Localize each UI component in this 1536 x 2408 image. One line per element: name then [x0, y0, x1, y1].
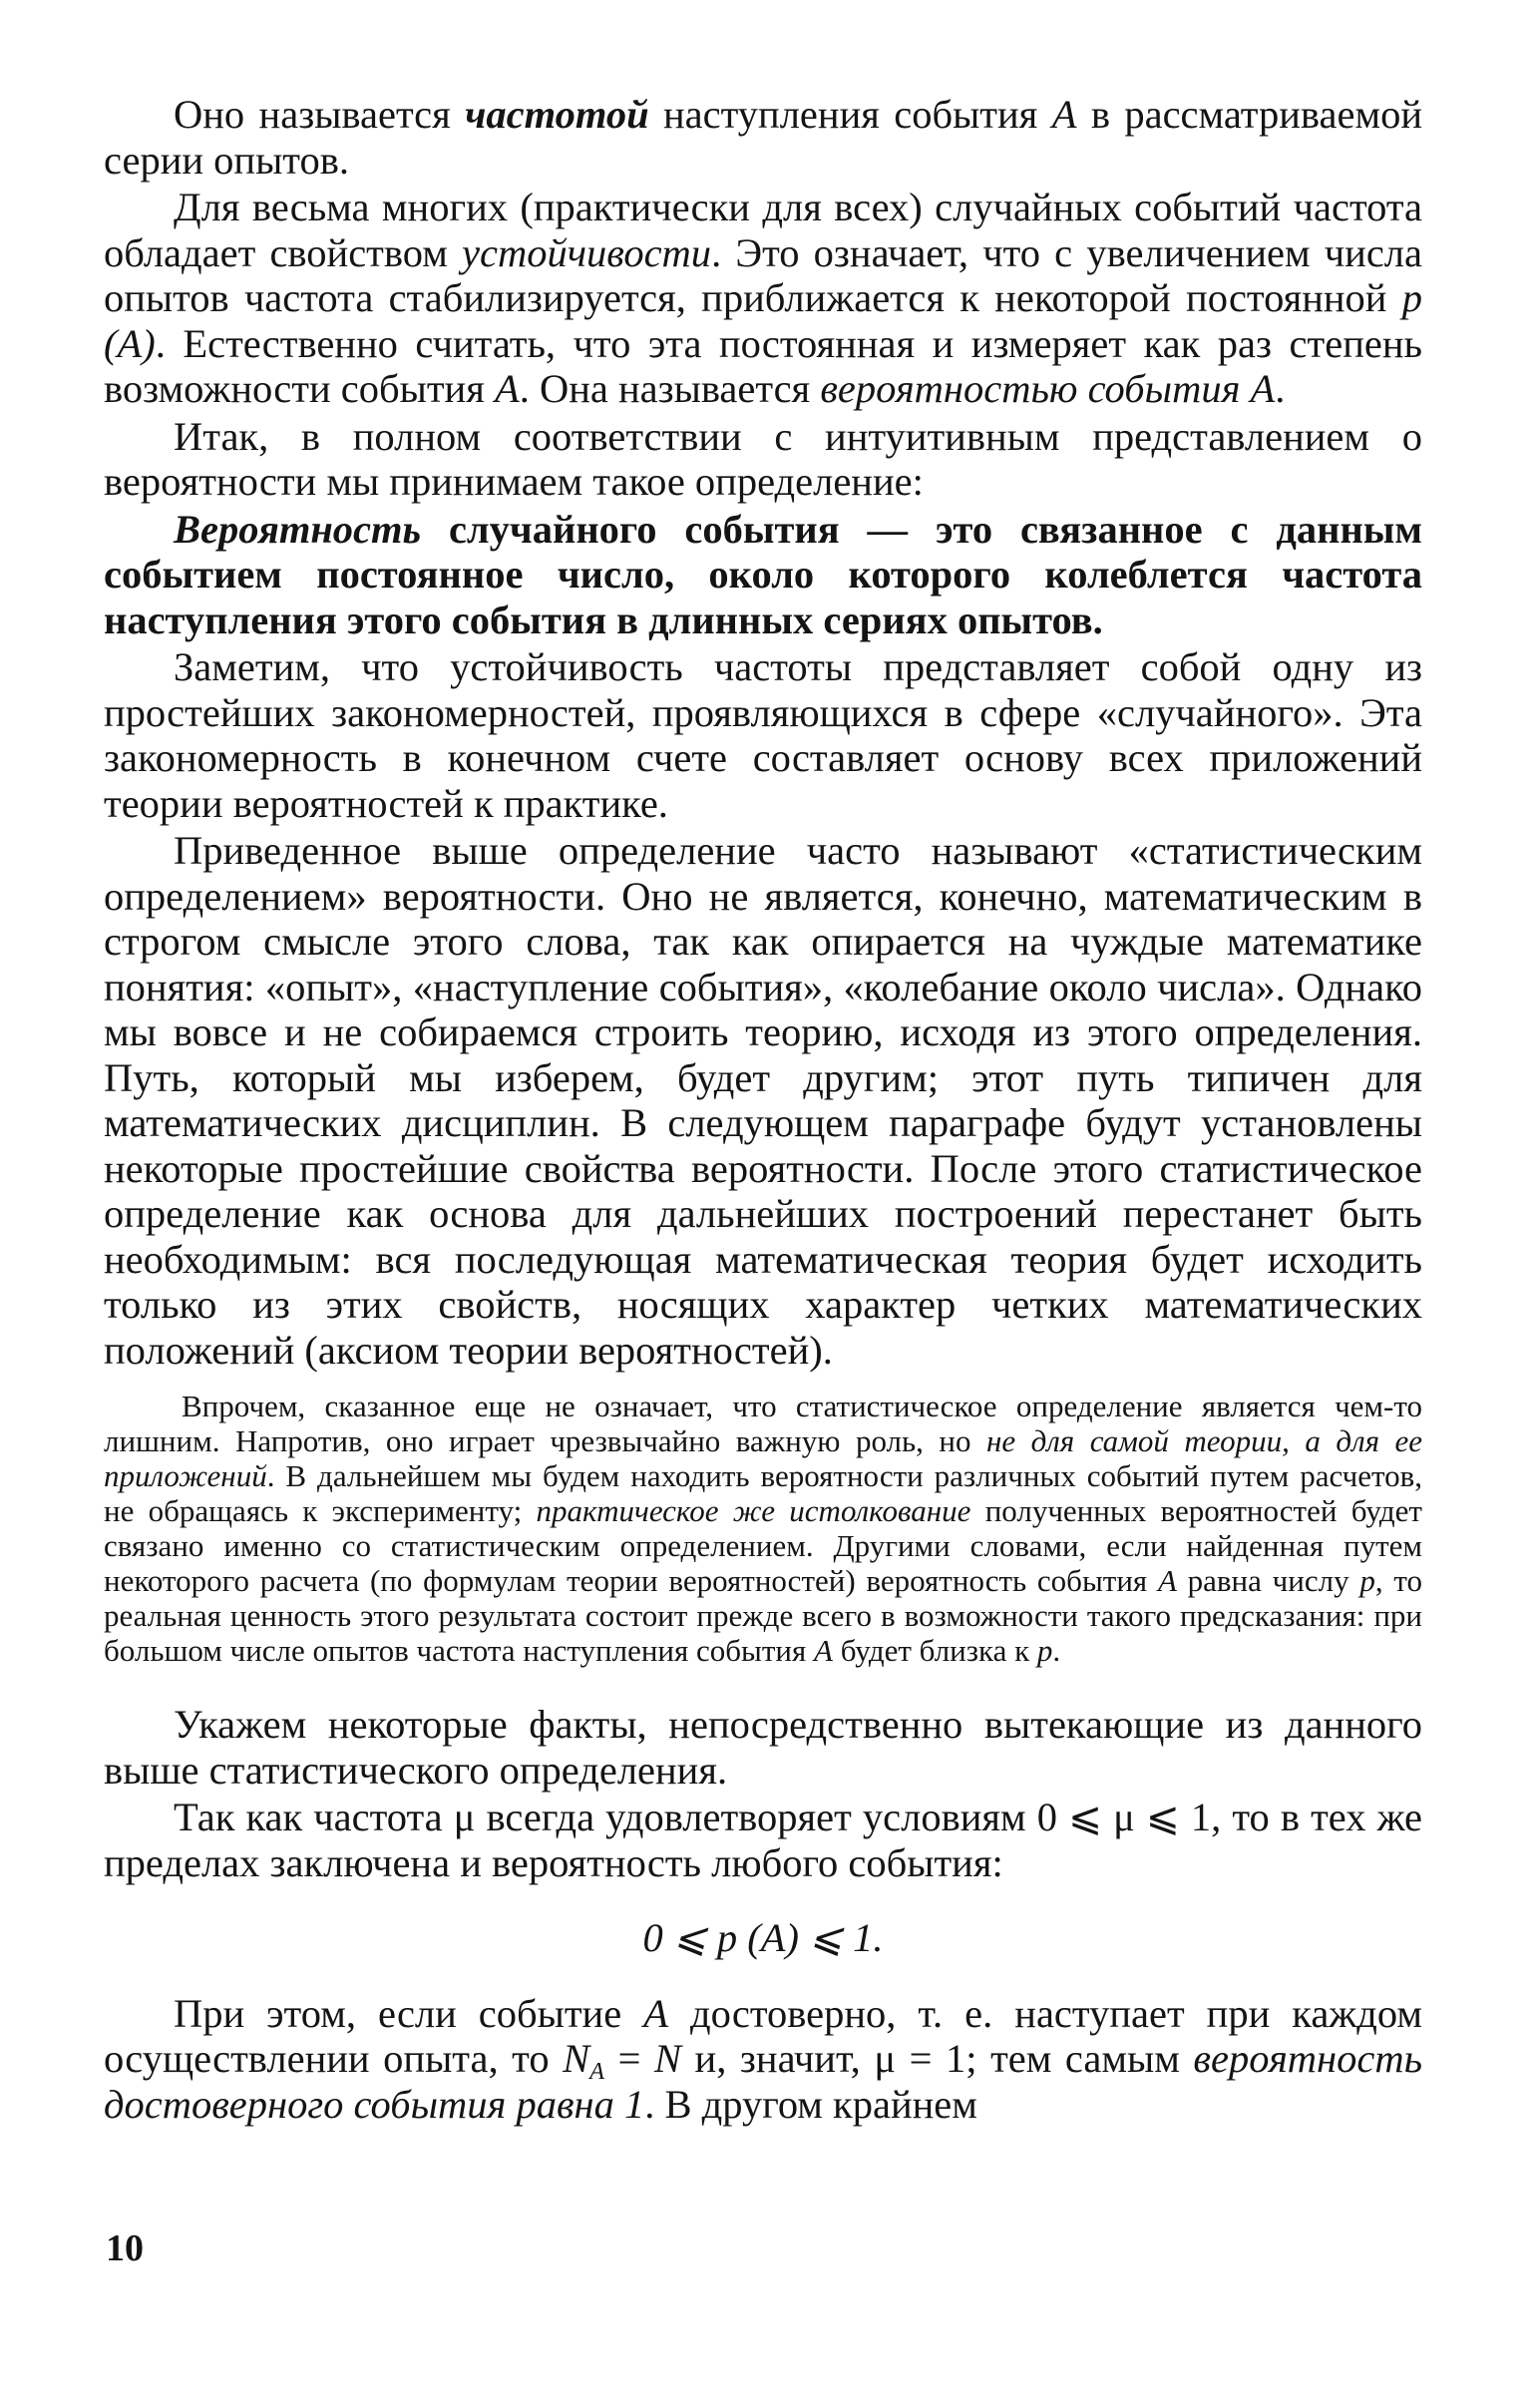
term-probability: Вероятность [174, 506, 422, 552]
formula-probability-bounds: 0 ⩽ p (A) ⩽ 1. [642, 1915, 884, 1960]
paragraph-facts: Укажем некоторые факты, непосредственно вытекающие из данного выше статистического определения. [104, 1702, 1422, 1793]
paragraph-stability: Для весьма многих (практически для всех) случайных событий частота обладает свойством устойчивости. Это означает, что с увеличением числа опытов частота стабилизируется, приближается к некоторой постоянной p (A). Естественно считать, что эта постоянная и измеряет как раз степень возможности события A. Она называется вероятностью события A. [104, 185, 1422, 411]
note-small-print: Впрочем, сказанное еще не означает, что статистическое определение является чем-то лишним. Напротив, оно играет чрезвычайно важную роль, но не для самой теории, а для ее приложений. В дальнейшем мы будем находить вероятности различных событий путем расчетов, не обращаясь к эксперименту; практическое же истолкование полученных вероятностей будет связано именно со статистическим определением. Другими словами, если найденная путем некоторого расчета (по формулам теории вероятностей) вероятность события A равна числу p, то реальная ценность этого результата состоит прежде всего в возможности такого предсказания: при большом числе опытов частота наступления события A будет близка к p. [104, 1389, 1423, 1668]
term-probability-of-event: вероятностью события A [820, 366, 1276, 411]
paragraph-frequency-definition: Оно называется частотой наступления события A в рассматриваемой серии опытов. [104, 92, 1423, 183]
paragraph-regularity: Заметим, что устойчивость частоты представляет собой одну из простейших закономерностей, проявляющихся в сфере «случайного». Эта закономерность в конечном счете составляет основу всех приложений теории вероятностей к практике. [104, 644, 1422, 826]
page-number: 10 [106, 2227, 144, 2269]
term-frequency: частотой [465, 92, 649, 137]
paragraph-bounds: Так как частота μ всегда удовлетворяет условиям 0 ⩽ μ ⩽ 1, то в тех же пределах заключена и вероятность любого события: [104, 1795, 1422, 1885]
term-certain-event-probability: вероятность достоверного события равна 1 [104, 2036, 1423, 2127]
paragraph-intro-definition: Итак, в полном соответствии с интуитивным представлением о вероятности мы принимаем такое определение: [104, 413, 1422, 504]
term-stability: устойчивости [462, 229, 712, 275]
paragraph-statistical-definition: Приведенное выше определение часто называют «статистическим определением» вероятности. Оно не является, конечно, математическим в строгом смысле этого слова, так как опирается на чуждые математике понятия: «опыт», «наступление события», «колебание около числа». Однако мы вовсе и не собираемся строить теорию, исходя из этого определения. Путь, который мы изберем, будет другим; этот путь типичен для математических дисциплин. В следующем параграфе будут установлены некоторые простейшие свойства вероятности. После этого статистическое определение как основа для дальнейших построений перестанет быть необходимым: вся последующая математическая теория будет исходить только из этих свойств, носящих характер четких математических положений (аксиом теории вероятностей). [104, 828, 1422, 1373]
paragraph-certain-event: При этом, если событие A достоверно, т. е. наступает при каждом осуществлении опыта, то $N_A = N$ и, значит, μ = 1; тем самым вероятность достоверного события равна 1. В другом крайнем [104, 1990, 1423, 2127]
paragraph-probability-definition: Вероятность случайного события — это связанное с данным событием постоянное число, около которого колеблется частота наступления этого события в длинных сериях опытов. [104, 506, 1422, 642]
page-body [104, 92, 1422, 2127]
